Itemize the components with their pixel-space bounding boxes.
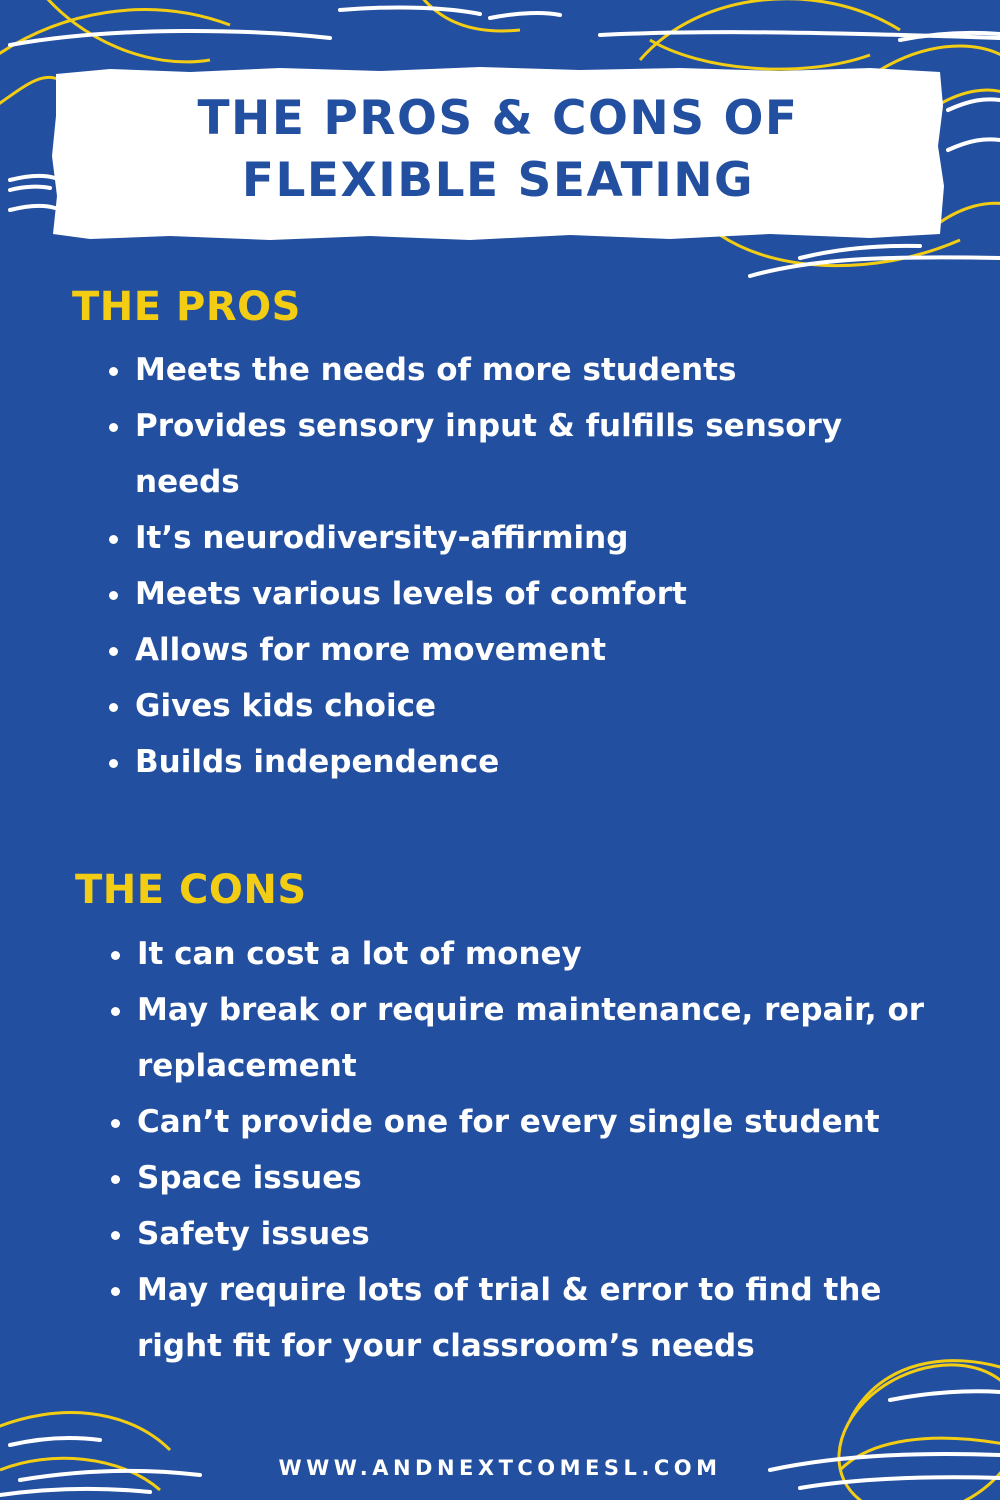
title-line-2: FLEXIBLE SEATING: [241, 153, 755, 208]
list-item: May require lots of trial & error to find the right fit for your classroom’s needs: [137, 1262, 957, 1374]
list-item: Space issues: [137, 1150, 957, 1206]
list-item: It can cost a lot of money: [137, 926, 957, 982]
list-item: Builds independence: [135, 734, 955, 790]
pros-heading: THE PROS: [72, 284, 301, 330]
page-title: [50, 88, 946, 212]
list-item: Safety issues: [137, 1206, 957, 1262]
list-item: Meets various levels of comfort: [135, 566, 955, 622]
list-item: May break or require maintenance, repair, or replacement: [137, 982, 957, 1094]
list-item: Allows for more movement: [135, 622, 955, 678]
title-line-1: THE PROS & CONS OF: [197, 91, 799, 146]
list-item: Can’t provide one for every single student: [137, 1094, 957, 1150]
pros-list: [135, 342, 955, 790]
list-item: Provides sensory input & fulfills sensory needs: [135, 398, 955, 510]
title-banner: [50, 66, 946, 242]
list-item: Meets the needs of more students: [135, 342, 955, 398]
cons-heading: THE CONS: [75, 867, 307, 913]
list-item: Gives kids choice: [135, 678, 955, 734]
website-url: WWW.ANDNEXTCOMESL.COM: [278, 1456, 722, 1480]
cons-list: [137, 926, 957, 1374]
list-item: It’s neurodiversity-affirming: [135, 510, 955, 566]
